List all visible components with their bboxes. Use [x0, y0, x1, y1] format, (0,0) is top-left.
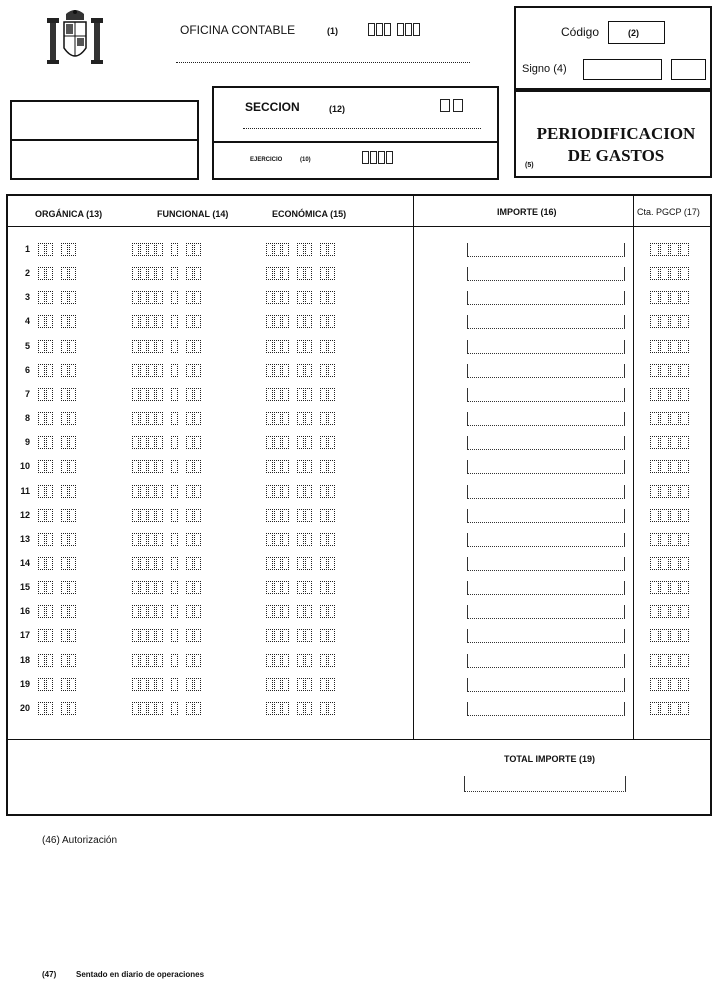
funcional-cells[interactable] [132, 340, 201, 353]
organica-cells[interactable] [38, 291, 76, 304]
col-economica: ECONÓMICA (15) [272, 209, 347, 219]
importe-field[interactable] [467, 557, 625, 571]
funcional-cells[interactable] [132, 315, 201, 328]
economica-cells[interactable] [266, 533, 335, 546]
sentado-label: Sentado en diario de operaciones [76, 970, 205, 979]
organica-cells[interactable] [38, 340, 76, 353]
economica-cells[interactable] [266, 629, 335, 642]
cta-pgcp-cells[interactable] [650, 678, 689, 691]
funcional-cells[interactable] [132, 436, 201, 449]
organica-cells[interactable] [38, 678, 76, 691]
cta-pgcp-cells[interactable] [650, 436, 689, 449]
importe-field[interactable] [467, 702, 625, 716]
funcional-cells[interactable] [132, 460, 201, 473]
row-number: 19 [19, 679, 30, 689]
economica-cells[interactable] [266, 315, 335, 328]
total-importe-field[interactable] [464, 776, 626, 792]
col-funcional: FUNCIONAL (14) [157, 209, 229, 219]
economica-cells[interactable] [266, 412, 335, 425]
sentado-num: (47) [42, 970, 57, 979]
importe-field[interactable] [467, 460, 625, 474]
funcional-cells[interactable] [132, 509, 201, 522]
cta-pgcp-cells[interactable] [650, 291, 689, 304]
cta-pgcp-cells[interactable] [650, 557, 689, 570]
organica-cells[interactable] [38, 243, 76, 256]
seccion-num: (12) [329, 104, 346, 114]
funcional-cells[interactable] [132, 605, 201, 618]
cta-pgcp-cells[interactable] [650, 388, 689, 401]
importe-field[interactable] [467, 340, 625, 354]
organica-cells[interactable] [38, 388, 76, 401]
importe-field[interactable] [467, 533, 625, 547]
row-number: 20 [19, 703, 30, 713]
funcional-cells[interactable] [132, 557, 201, 570]
row-number: 11 [20, 486, 30, 496]
economica-cells[interactable] [266, 460, 335, 473]
cta-pgcp-cells[interactable] [650, 581, 689, 594]
funcional-cells[interactable] [132, 412, 201, 425]
cta-pgcp-cells[interactable] [650, 509, 689, 522]
oficina-contable-line [176, 62, 470, 63]
seccion-cells[interactable] [440, 99, 463, 112]
economica-cells[interactable] [266, 243, 335, 256]
oficina-contable-num: (1) [327, 26, 338, 36]
row-number: 13 [19, 534, 30, 544]
economica-cells[interactable] [266, 509, 335, 522]
funcional-cells[interactable] [132, 388, 201, 401]
ejercicio-cells[interactable] [362, 151, 393, 164]
economica-cells[interactable] [266, 364, 335, 377]
importe-field[interactable] [467, 509, 625, 523]
importe-field[interactable] [467, 485, 625, 499]
cta-divider [633, 196, 634, 740]
organica-cells[interactable] [38, 460, 76, 473]
economica-cells[interactable] [266, 267, 335, 280]
economica-cells[interactable] [266, 581, 335, 594]
signo-input[interactable] [583, 59, 662, 80]
oficina-contable-label: OFICINA CONTABLE [180, 23, 296, 37]
left-blank-box[interactable] [10, 100, 199, 180]
signo-input-2[interactable] [671, 59, 706, 80]
organica-cells[interactable] [38, 315, 76, 328]
main-table [6, 194, 712, 816]
row-number: 8 [24, 413, 30, 423]
economica-cells[interactable] [266, 436, 335, 449]
row-number: 4 [24, 316, 30, 326]
organica-cells[interactable] [38, 581, 76, 594]
organica-cells[interactable] [38, 509, 76, 522]
cta-pgcp-cells[interactable] [650, 340, 689, 353]
seccion-label: SECCION [245, 100, 300, 114]
row-number: 12 [19, 510, 30, 520]
organica-cells[interactable] [38, 605, 76, 618]
ejercicio-label: EJERCICIO [250, 157, 283, 163]
importe-field[interactable] [467, 388, 625, 402]
row-number: 9 [24, 437, 30, 447]
cta-pgcp-cells[interactable] [650, 702, 689, 715]
cta-pgcp-cells[interactable] [650, 629, 689, 642]
row-number: 5 [24, 341, 30, 351]
importe-field[interactable] [467, 412, 625, 426]
importe-field[interactable] [467, 315, 625, 329]
row-number: 16 [19, 606, 30, 616]
row-number: 10 [19, 461, 30, 471]
economica-cells[interactable] [266, 291, 335, 304]
importe-field[interactable] [467, 267, 625, 281]
economica-cells[interactable] [266, 678, 335, 691]
cta-pgcp-cells[interactable] [650, 485, 689, 498]
importe-divider [413, 196, 414, 740]
cta-pgcp-cells[interactable] [650, 654, 689, 667]
funcional-cells[interactable] [132, 581, 201, 594]
codigo-input[interactable] [608, 21, 665, 44]
cta-pgcp-cells[interactable] [650, 412, 689, 425]
title-num: (5) [525, 162, 534, 169]
form-title-line1: PERIODIFICACION [536, 124, 696, 143]
signo-label: Signo (4) [522, 63, 567, 75]
funcional-cells[interactable] [132, 629, 201, 642]
seccion-line [243, 128, 481, 129]
row-number: 6 [24, 365, 30, 375]
organica-cells[interactable] [38, 533, 76, 546]
codigo-label: Código [561, 25, 600, 39]
row-number: 3 [24, 292, 30, 302]
cta-pgcp-cells[interactable] [650, 364, 689, 377]
organica-cells[interactable] [38, 412, 76, 425]
cta-pgcp-cells[interactable] [650, 267, 689, 280]
organica-cells[interactable] [38, 557, 76, 570]
economica-cells[interactable] [266, 485, 335, 498]
economica-cells[interactable] [266, 702, 335, 715]
importe-field[interactable] [467, 654, 625, 668]
funcional-cells[interactable] [132, 291, 201, 304]
cta-pgcp-cells[interactable] [650, 460, 689, 473]
row-number: 17 [19, 630, 30, 640]
organica-cells[interactable] [38, 629, 76, 642]
importe-field[interactable] [467, 678, 625, 692]
importe-field[interactable] [467, 243, 625, 257]
economica-cells[interactable] [266, 654, 335, 667]
importe-field[interactable] [467, 364, 625, 378]
funcional-cells[interactable] [132, 678, 201, 691]
cta-pgcp-cells[interactable] [650, 315, 689, 328]
coat-of-arms-icon [44, 8, 106, 68]
organica-cells[interactable] [38, 485, 76, 498]
funcional-cells[interactable] [132, 267, 201, 280]
row-number: 7 [24, 389, 30, 399]
importe-field[interactable] [467, 581, 625, 595]
economica-cells[interactable] [266, 605, 335, 618]
cta-pgcp-cells[interactable] [650, 243, 689, 256]
col-organica: ORGÁNICA (13) [35, 209, 103, 219]
row-number: 18 [19, 655, 30, 665]
col-importe: IMPORTE (16) [497, 207, 557, 217]
ejercicio-num: (10) [300, 157, 311, 163]
row-number: 1 [24, 244, 30, 254]
funcional-cells[interactable] [132, 243, 201, 256]
importe-field[interactable] [467, 629, 625, 643]
organica-cells[interactable] [38, 702, 76, 715]
form-title-line2: DE GASTOS [567, 146, 665, 165]
autorizacion-label: (46) Autorización [42, 835, 118, 846]
row-number: 14 [19, 558, 30, 568]
cta-pgcp-cells[interactable] [650, 533, 689, 546]
importe-field[interactable] [467, 291, 625, 305]
codigo-value: (2) [628, 28, 639, 38]
economica-cells[interactable] [266, 557, 335, 570]
organica-cells[interactable] [38, 654, 76, 667]
cta-pgcp-cells[interactable] [650, 605, 689, 618]
organica-cells[interactable] [38, 364, 76, 377]
economica-cells[interactable] [266, 388, 335, 401]
header-divider [8, 226, 710, 227]
row-number: 2 [24, 268, 30, 278]
funcional-cells[interactable] [132, 364, 201, 377]
oficina-contable-cells[interactable] [368, 23, 420, 36]
importe-field[interactable] [467, 605, 625, 619]
row-number: 15 [19, 582, 30, 592]
funcional-cells[interactable] [132, 533, 201, 546]
total-importe-label: TOTAL IMPORTE (19) [504, 754, 596, 764]
col-cta: Cta. PGCP (17) [637, 207, 700, 217]
organica-cells[interactable] [38, 267, 76, 280]
funcional-cells[interactable] [132, 654, 201, 667]
importe-field[interactable] [467, 436, 625, 450]
funcional-cells[interactable] [132, 485, 201, 498]
funcional-cells[interactable] [132, 702, 201, 715]
total-divider [8, 739, 710, 740]
organica-cells[interactable] [38, 436, 76, 449]
economica-cells[interactable] [266, 340, 335, 353]
